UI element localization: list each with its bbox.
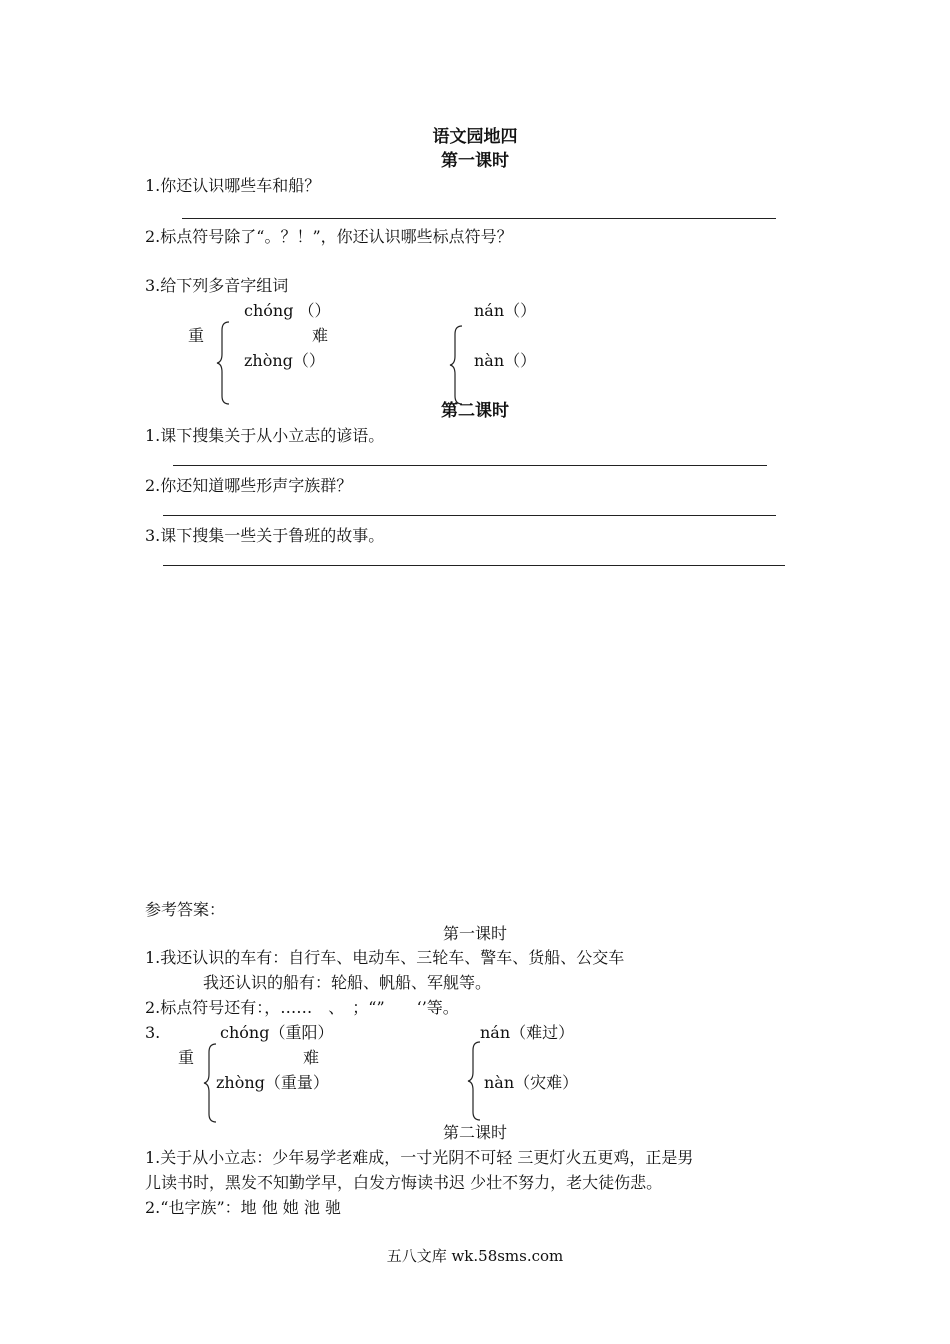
answers-lesson1-heading: 第一课时: [442, 924, 507, 943]
page-title: 语文园地四: [432, 127, 518, 147]
zhong-reading-chong: chóng （）: [244, 301, 331, 320]
answer-b2: 2.“也字族”：地 他 她 池 驰: [145, 1198, 341, 1217]
answers-label: 参考答案：: [145, 900, 226, 919]
lesson2-question-1: 1.课下搜集关于从小立志的谚语。: [145, 426, 385, 445]
answer-1-line-1: 1.我还认识的车有：自行车、电动车、三轮车、警车、货船、公交车: [145, 948, 625, 967]
lesson1-question-3: 3.给下列多音字组词: [145, 276, 289, 295]
footer-watermark: 五八文库 wk.58sms.com: [386, 1247, 564, 1265]
left-brace-icon: [466, 1040, 486, 1122]
answer-b1-line-2: 儿读书时，黑发不知勤学早，白发方悔读书迟 少壮不努力，老大徒伤悲。: [145, 1173, 663, 1192]
answer-line: [163, 515, 776, 516]
lesson2-question-2: 2.你还知道哪些形声字族群？: [145, 476, 353, 495]
answer-line: [182, 218, 776, 219]
answers-lesson2-heading: 第二课时: [442, 1123, 507, 1142]
lesson1-question-1: 1.你还认识哪些车和船？: [145, 176, 321, 195]
answer-polyphone-zhong: 重: [178, 1048, 195, 1067]
left-brace-icon: [202, 1042, 222, 1124]
answer-zhong-reading-zhong: zhòng（重量）: [216, 1073, 329, 1092]
lesson2-question-3: 3.课下搜集一些关于鲁班的故事。: [145, 526, 385, 545]
left-brace-icon: [448, 324, 468, 406]
answer-zhong-reading-chong: chóng（重阳）: [220, 1023, 334, 1042]
answer-b1-line-1: 1.关于从小立志：少年易学老难成，一寸光阴不可轻 三更灯火五更鸡，正是男: [145, 1148, 694, 1167]
answer-1-line-2: 我还认识的船有：轮船、帆船、军舰等。: [203, 973, 492, 992]
answer-nan-reading-nan2: nán（难过）: [480, 1023, 575, 1042]
lesson2-heading: 第二课时: [441, 401, 509, 421]
answer-line: [163, 565, 785, 566]
lesson1-heading: 第一课时: [441, 151, 509, 171]
lesson1-question-2: 2.标点符号除了“。？！”，你还认识哪些标点符号？: [145, 227, 513, 246]
polyphone-nan: 难: [312, 326, 329, 345]
answer-3-number: 3.: [145, 1023, 161, 1042]
answer-polyphone-nan: 难: [303, 1048, 320, 1067]
nan-reading-nan4: nàn（）: [474, 351, 537, 370]
nan-reading-nan2: nán（）: [474, 301, 537, 320]
answer-2: 2.标点符号还有：，…… 、 ；“” ‘’等。: [145, 998, 459, 1017]
left-brace-icon: [215, 320, 235, 406]
answer-line: [173, 465, 767, 466]
answer-nan-reading-nan4: nàn（灾难）: [484, 1073, 579, 1092]
polyphone-zhong: 重: [188, 326, 205, 345]
zhong-reading-zhong: zhòng（）: [244, 351, 325, 370]
